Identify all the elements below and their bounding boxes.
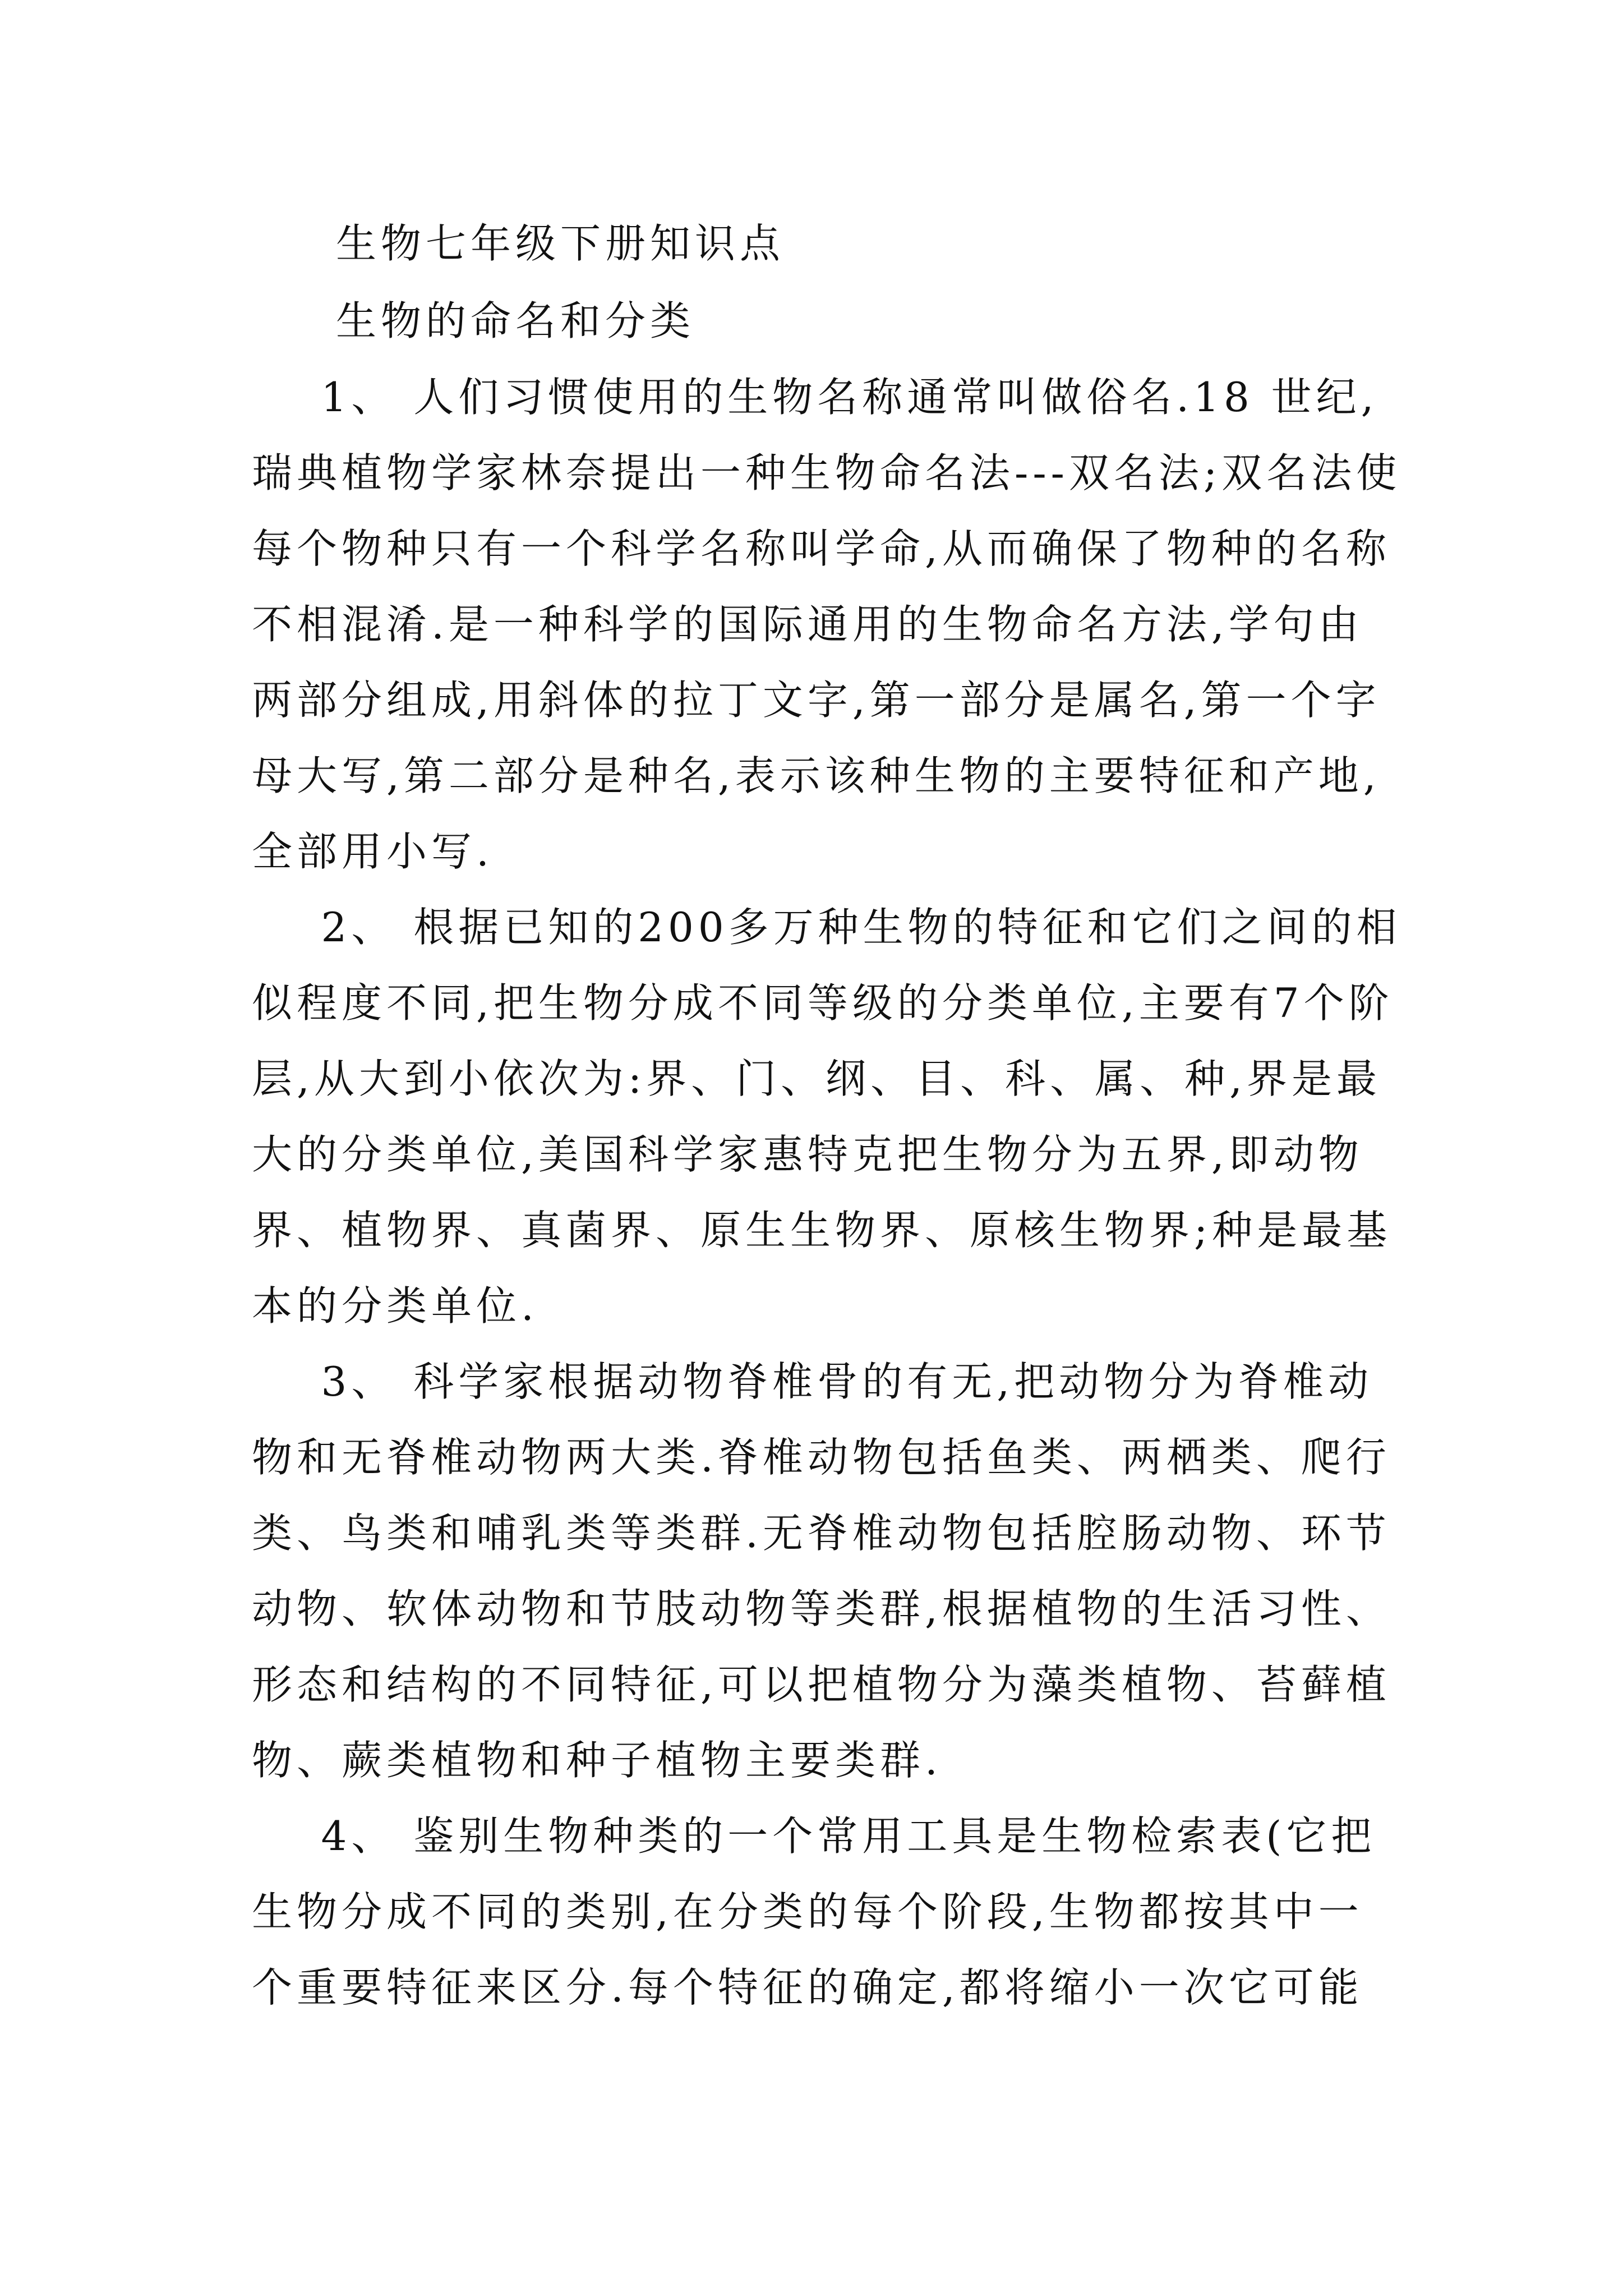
paragraph-line: 大的分类单位,美国科学家惠特克把生物分为五界,即动物 — [252, 1131, 1363, 1178]
paragraph-2 — [252, 890, 1401, 1344]
document-title: 生物七年级下册知识点 — [336, 220, 785, 267]
paragraph-line: 物、蕨类植物和种子植物主要类群. — [252, 1737, 942, 1784]
paragraph-line: 全部用小写. — [252, 828, 494, 875]
document-body — [252, 205, 1401, 2026]
paragraph-line: 似程度不同,把生物分成不同等级的分类单位,主要有7个阶 — [252, 979, 1394, 1027]
section-title: 生物的命名和分类 — [336, 297, 695, 344]
paragraph-line: 4、 鉴别生物种类的一个常用工具是生物检索表(它把 — [252, 1812, 1376, 1860]
paragraph-line: 本的分类单位. — [252, 1282, 538, 1329]
paragraph-line: 动物、软体动物和节肢动物等类群,根据植物的生活习性、 — [252, 1585, 1391, 1632]
paragraph-line: 个重要特征来区分.每个特征的确定,都将缩小一次它可能 — [252, 1964, 1363, 2011]
paragraph-line: 层,从大到小依次为:界、门、纲、目、科、属、种,界是最 — [252, 1055, 1382, 1102]
paragraph-line: 每个物种只有一个科学名称叫学命,从而确保了物种的名称 — [252, 525, 1391, 572]
paragraph-line: 瑞典植物学家林奈提出一种生物命名法---双名法;双名法使 — [252, 449, 1401, 496]
paragraph-line: 1、 人们习惯使用的生物名称通常叫做俗名.18 世纪, — [252, 374, 1378, 421]
paragraph-line: 物和无脊椎动物两大类.脊椎动物包括鱼类、两栖类、爬行 — [252, 1434, 1391, 1481]
paragraph-line: 母大写,第二部分是种名,表示该种生物的主要特征和产地, — [252, 752, 1381, 799]
paragraph-line: 界、植物界、真菌界、原生生物界、原核生物界;种是最基 — [252, 1207, 1392, 1254]
paragraph-line: 两部分组成,用斜体的拉丁文字,第一部分是属名,第一个字 — [252, 677, 1381, 724]
paragraph-line: 2、 根据已知的200多万种生物的特征和它们之间的相 — [252, 904, 1401, 951]
paragraph-3 — [252, 1344, 1391, 1798]
paragraph-4 — [252, 1798, 1379, 2026]
paragraph-1 — [252, 360, 1401, 890]
paragraph-line: 不相混淆.是一种科学的国际通用的生物命名方法,学句由 — [252, 601, 1363, 648]
paragraph-line: 形态和结构的不同特征,可以把植物分为藻类植物、苔藓植 — [252, 1661, 1391, 1708]
paragraph-line: 3、 科学家根据动物脊椎骨的有无,把动物分为脊椎动 — [252, 1358, 1373, 1405]
paragraph-line: 类、鸟类和哺乳类等类群.无脊椎动物包括腔肠动物、环节 — [252, 1510, 1391, 1557]
paragraph-line: 生物分成不同的类别,在分类的每个阶段,生物都按其中一 — [252, 1888, 1363, 1935]
